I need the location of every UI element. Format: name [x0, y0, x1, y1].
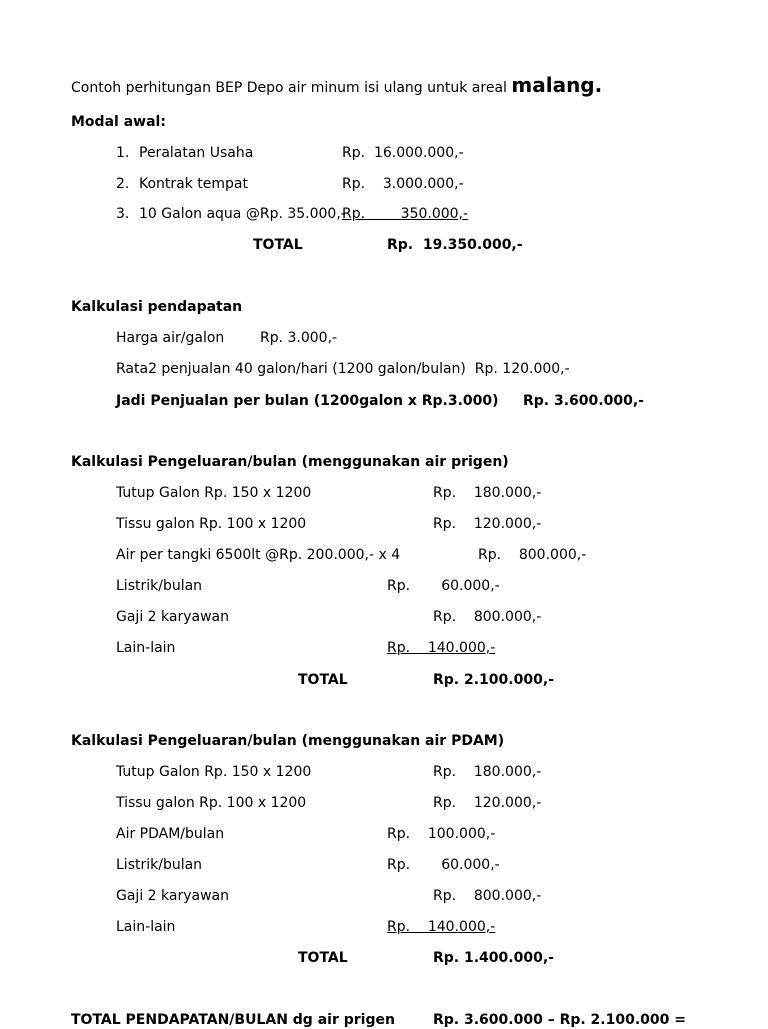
prigen-item-label: Listrik/bulan — [116, 578, 203, 594]
modal-item-label: 10 Galon aqua @Rp. 35.000,- — [139, 206, 346, 222]
prigen-item-amount: Rp. 120.000,- — [433, 516, 542, 532]
modal-item-amount: Rp. 3.000.000,- — [342, 176, 464, 192]
prigen-item-label: Tutup Galon Rp. 150 x 1200 — [116, 485, 312, 501]
prigen-item-amount: Rp. 180.000,- — [433, 485, 542, 501]
prigen-item-amount: Rp. 800.000,- — [433, 609, 542, 625]
pdam-item-label: Gaji 2 karyawan — [116, 888, 229, 904]
prigen-item-label: Gaji 2 karyawan — [116, 609, 229, 625]
intro-line — [71, 73, 603, 97]
modal-total-amount: Rp. 19.350.000,- — [387, 237, 523, 253]
harga-amount: Rp. 3.000,- — [260, 330, 338, 346]
pdam-item-label: Listrik/bulan — [116, 857, 203, 873]
modal-item-label: Peralatan Usaha — [139, 145, 254, 161]
prigen-heading: Kalkulasi Pengeluaran/bulan (menggunakan air prigen) — [71, 454, 509, 470]
rata-line: Rata2 penjualan 40 galon/hari (1200 galon/bulan) Rp. 120.000,- — [116, 361, 570, 377]
jadi-label: Jadi Penjualan per bulan (1200galon x Rp.3.000) — [116, 393, 499, 409]
pendapatan-heading: Kalkulasi pendapatan — [71, 299, 243, 315]
modal-item-num: 1. — [116, 145, 130, 161]
prigen-item-label: Tissu galon Rp. 100 x 1200 — [116, 516, 307, 532]
prigen-item-label: Lain-lain — [116, 640, 176, 656]
intro-place: malang. — [511, 73, 603, 97]
pdam-item-label: Tissu galon Rp. 100 x 1200 — [116, 795, 307, 811]
pdam-item-amount: Rp. 120.000,- — [433, 795, 542, 811]
prigen-total-label: TOTAL — [298, 672, 348, 688]
intro-text: Contoh perhitungan BEP Depo air minum isi ulang untuk areal — [71, 80, 512, 96]
pdam-item-amount: Rp. 140.000,- — [387, 919, 496, 935]
prigen-total-amount: Rp. 2.100.000,- — [433, 672, 554, 688]
pdam-item-label: Tutup Galon Rp. 150 x 1200 — [116, 764, 312, 780]
pdam-item-amount: Rp. 180.000,- — [433, 764, 542, 780]
pdam-total-amount: Rp. 1.400.000,- — [433, 950, 554, 966]
pdam-total-label: TOTAL — [298, 950, 348, 966]
jadi-amount: Rp. 3.600.000,- — [523, 393, 644, 409]
modal-total-label: TOTAL — [253, 237, 303, 253]
prigen-item-amount: Rp. 800.000,- — [478, 547, 587, 563]
modal-item-label: Kontrak tempat — [139, 176, 248, 192]
harga-label: Harga air/galon — [116, 330, 225, 346]
modal-heading: Modal awal: — [71, 114, 166, 130]
prigen-item-amount: Rp. 60.000,- — [387, 578, 500, 594]
modal-item-num: 2. — [116, 176, 130, 192]
footer-label: TOTAL PENDAPATAN/BULAN dg air prigen — [71, 1012, 395, 1028]
pdam-item-amount: Rp. 60.000,- — [387, 857, 500, 873]
modal-item-amount: Rp. 350.000,- — [342, 206, 469, 222]
prigen-item-label: Air per tangki 6500lt @Rp. 200.000,- x 4 — [116, 547, 401, 563]
pdam-item-amount: Rp. 100.000,- — [387, 826, 496, 842]
pdam-heading: Kalkulasi Pengeluaran/bulan (menggunakan air PDAM) — [71, 733, 505, 749]
prigen-item-amount: Rp. 140.000,- — [387, 640, 496, 656]
pdam-item-label: Lain-lain — [116, 919, 176, 935]
modal-item-amount: Rp. 16.000.000,- — [342, 145, 464, 161]
modal-item-num: 3. — [116, 206, 130, 222]
footer-calc: Rp. 3.600.000 – Rp. 2.100.000 = — [433, 1012, 686, 1028]
pdam-item-label: Air PDAM/bulan — [116, 826, 225, 842]
pdam-item-amount: Rp. 800.000,- — [433, 888, 542, 904]
